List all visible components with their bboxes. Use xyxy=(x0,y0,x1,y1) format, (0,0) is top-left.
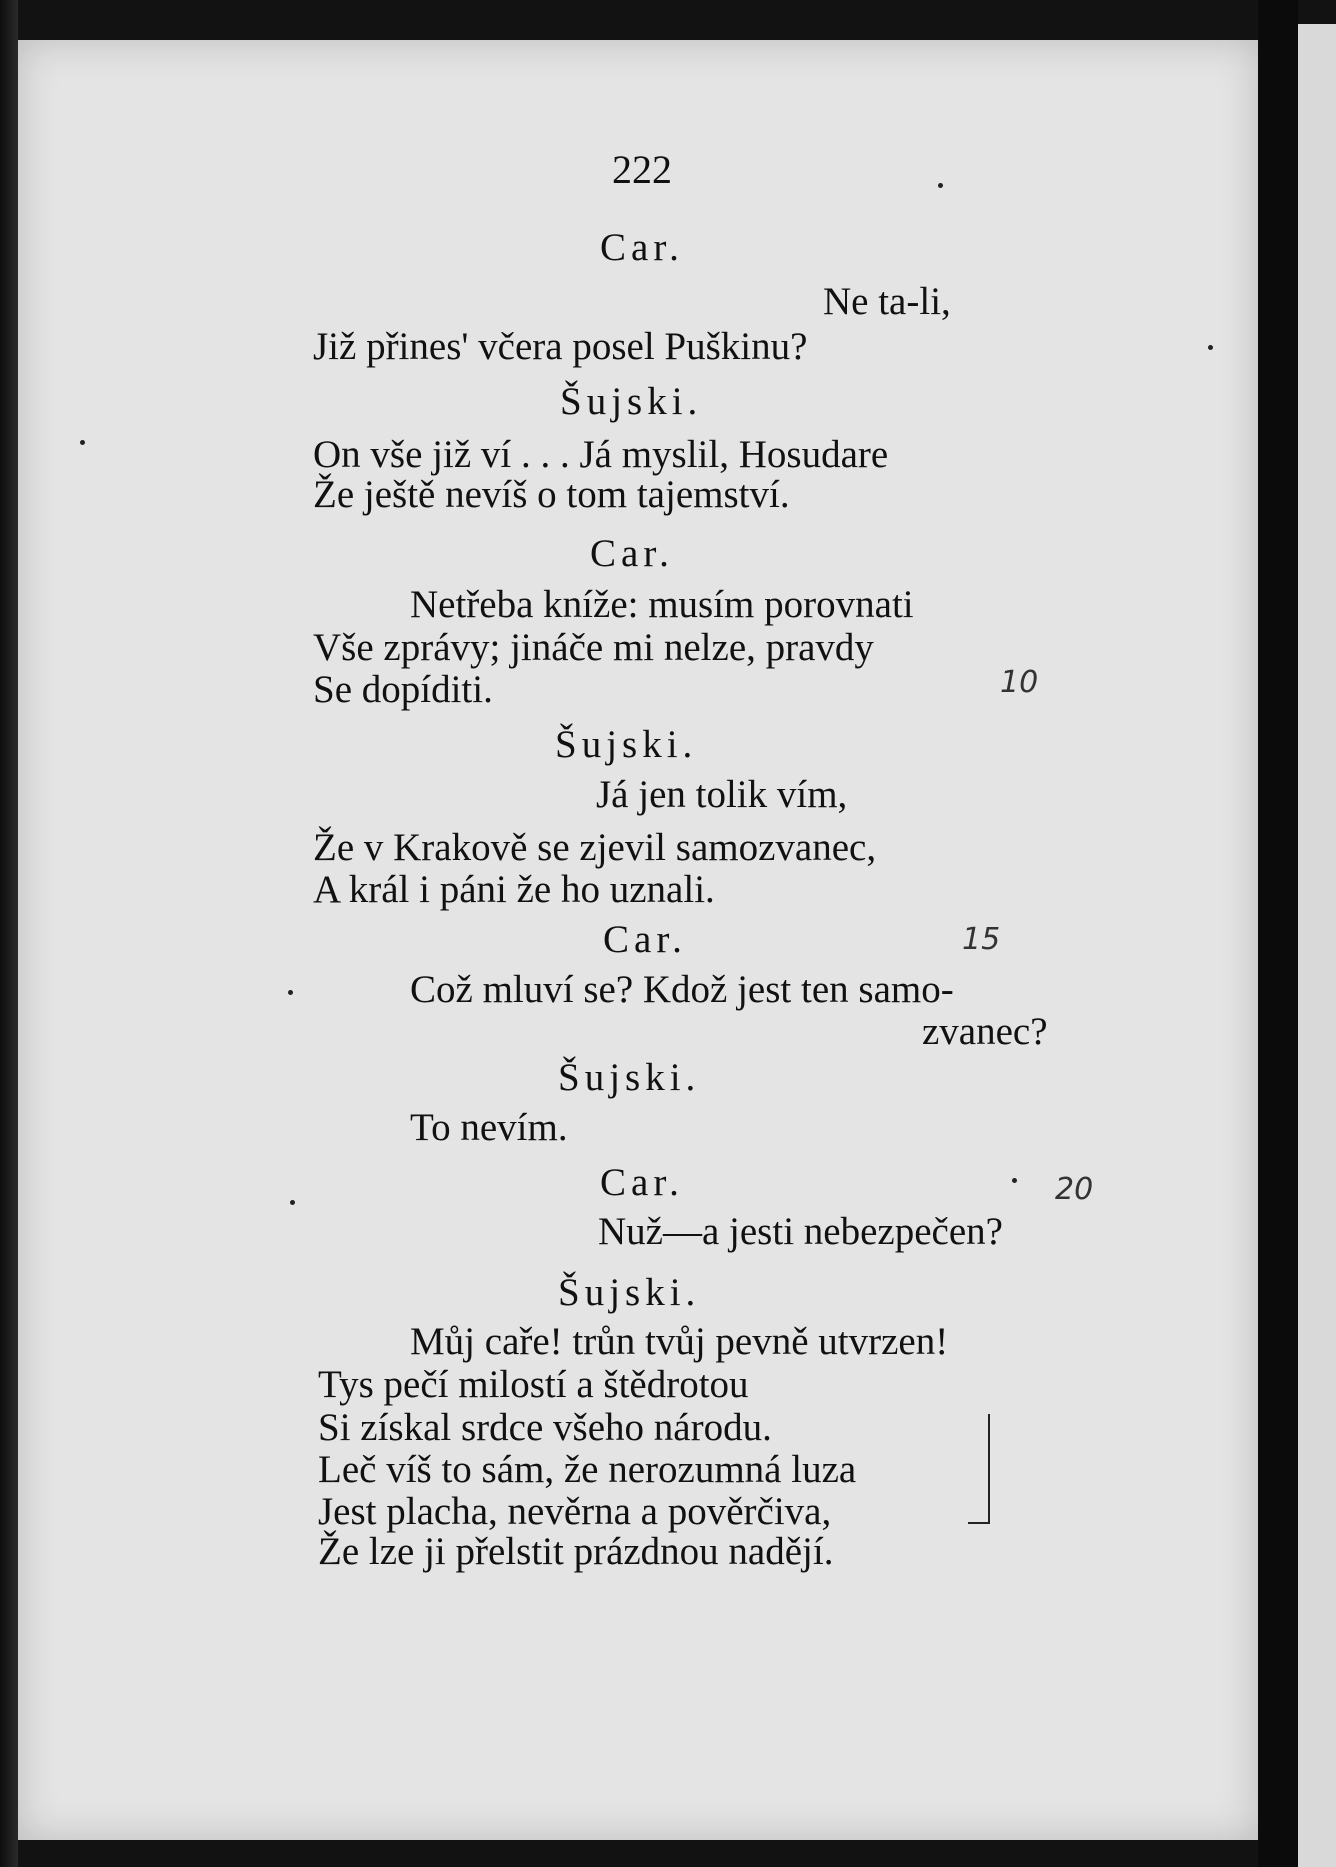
verse-line: Že lze ji přelstit prázdnou nadějí. xyxy=(318,1530,834,1573)
verse-line: Netřeba kníže: musím porovnati xyxy=(410,583,914,626)
book-gutter xyxy=(1258,0,1298,1867)
verse-line: On vše již ví . . . Já myslil, Hosudare xyxy=(313,433,889,476)
speaker-car: Car. xyxy=(600,226,684,269)
speck xyxy=(1012,1178,1017,1183)
speck xyxy=(290,1200,295,1205)
verse-line: zvanec? xyxy=(922,1010,1048,1053)
verse-line: Již přines' včera posel Puškinu? xyxy=(313,325,808,368)
verse-line: Se dopíditi. xyxy=(313,668,493,711)
scan-left-edge xyxy=(0,0,18,1867)
speaker-car: Car. xyxy=(603,918,687,961)
margin-note: 10 xyxy=(1000,665,1039,700)
margin-bracket-mark xyxy=(968,1414,990,1524)
page-number: 222 xyxy=(612,147,672,192)
margin-note: 20 xyxy=(1055,1172,1094,1207)
verse-line: Že v Krakově se zjevil samozvanec, xyxy=(313,826,877,869)
speck xyxy=(80,440,85,445)
verse-line: Jest placha, nevěrna a pověrčiva, xyxy=(318,1490,832,1533)
verse-line: Já jen tolik vím, xyxy=(596,773,848,816)
verse-line: Leč víš to sám, že nerozumná luza xyxy=(318,1448,857,1491)
speaker-car: Car. xyxy=(600,1161,684,1204)
verse-line: Vše zprávy; jináče mi nelze, pravdy xyxy=(313,626,874,669)
next-page-edge xyxy=(1298,24,1336,1867)
speaker-car: Car. xyxy=(590,532,674,575)
margin-note: 15 xyxy=(962,922,1001,957)
verse-line: Nuž—a jesti nebezpečen? xyxy=(598,1210,1003,1253)
speck xyxy=(1208,345,1213,350)
verse-line: To nevím. xyxy=(410,1106,568,1149)
speaker-sujski: Šujski. xyxy=(555,723,698,766)
verse-line: Si získal srdce všeho národu. xyxy=(318,1406,772,1449)
verse-line: Že ještě nevíš o tom tajemství. xyxy=(313,473,790,516)
speaker-sujski: Šujski. xyxy=(558,1271,701,1314)
verse-line: Ne ta-li, xyxy=(823,280,951,323)
verse-line: Tys pečí milostí a štědrotou xyxy=(318,1363,749,1406)
verse-line: A král i páni že ho uznali. xyxy=(313,868,715,911)
speck xyxy=(938,183,943,188)
speck xyxy=(288,990,293,995)
speaker-sujski: Šujski. xyxy=(560,380,703,423)
verse-line: Což mluví se? Kdož jest ten samo- xyxy=(410,968,954,1011)
verse-line: Můj caře! trůn tvůj pevně utvrzen! xyxy=(410,1320,949,1363)
speaker-sujski: Šujski. xyxy=(558,1056,701,1099)
